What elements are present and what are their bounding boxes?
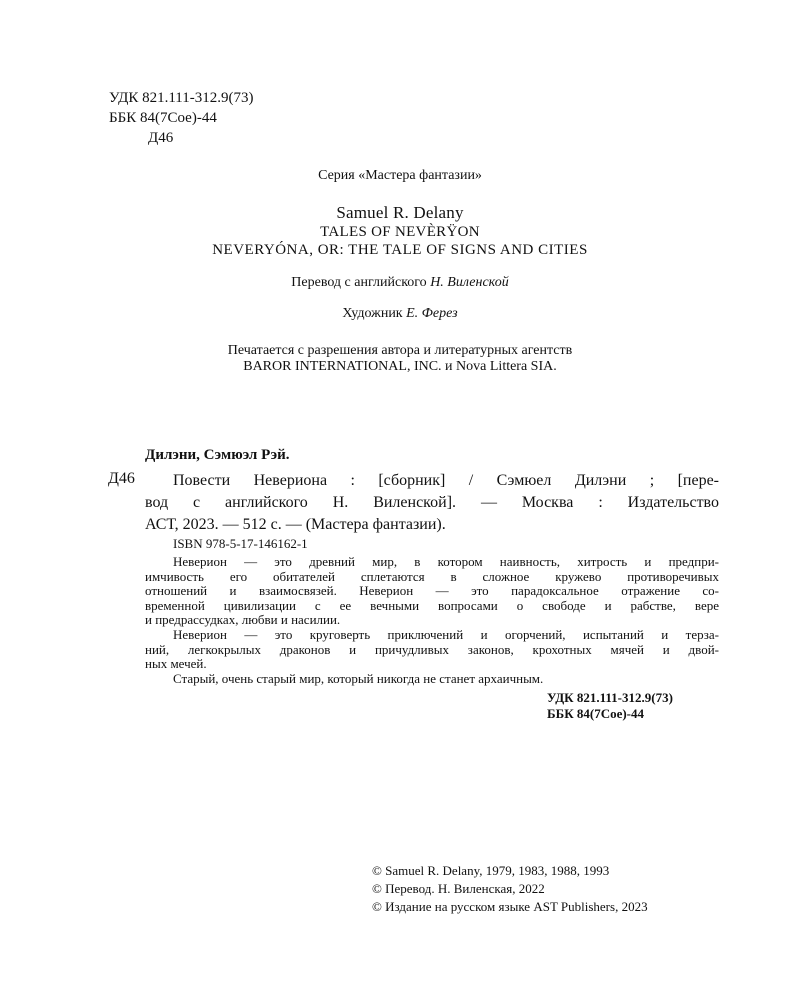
bbk-code: ББК 84(7Сое)-44 (109, 110, 217, 126)
bbk-code-bottom: ББК 84(7Сое)-44 (547, 706, 645, 721)
bibliographic-author: Дилэни, Сэмюэл Рэй. (145, 447, 290, 463)
annotation-line: и предрассудках, любви и насилии. (145, 612, 341, 628)
author-mark: Д46 (148, 130, 174, 146)
bibliographic-description (145, 470, 719, 536)
copyright-line: © Samuel R. Delany, 1979, 1983, 1988, 1993 (372, 863, 610, 878)
annotation-line: отношений и взаимосвязей. Неверион — это парадоксальное отражение со- (145, 583, 719, 599)
annotation-line: ний, легкокрылых драконов и причудливых законов, крохотных мячей и двой- (145, 641, 719, 657)
annotation-paragraph (145, 555, 719, 628)
annotation-line: Неверион — это круговерть приключений и огорчений, испытаний и терза- (173, 626, 719, 642)
bibliographic-line: Повести Невериона : [сборник] / Сэмюел Дилэни ; [пере- (173, 472, 719, 489)
translator-credit (0, 275, 800, 291)
translator-name: Н. Виленской (430, 275, 509, 290)
original-title-2: NEVERYÓNA, OR: THE TALE OF SIGNS AND CITIES (212, 242, 588, 258)
permission-line-1: Печатается с разрешения автора и литературных агентств (227, 343, 573, 358)
original-title-1: TALES OF NEVÈRŸON (320, 224, 480, 240)
isbn: ISBN 978-5-17-146162-1 (173, 536, 308, 551)
series-name: Серия «Мастера фантазии» (318, 168, 482, 183)
udk-code-bottom: УДК 821.111-312.9(73) (547, 690, 673, 705)
annotation (145, 555, 719, 686)
annotation-line: временной цивилизации с ее вечными вопросами о свободе и рабстве, вере (145, 597, 719, 613)
copyright-line: © Перевод. Н. Виленская, 2022 (372, 881, 545, 896)
bibliographic-code: Д46 (108, 470, 135, 487)
annotation-line: имчивость его обитателей сплетаются в сложное кружево противоречивых (145, 568, 719, 584)
annotation-line: Старый, очень старый мир, который никогда не станет архаичным. (173, 670, 544, 686)
translator-label: Перевод с английского (291, 275, 427, 290)
annotation-paragraph (145, 672, 719, 687)
artist-credit (0, 306, 800, 322)
permission-line-2: BAROR INTERNATIONAL, INC. и Nova Littera SIA. (243, 359, 557, 374)
bibliographic-line: АСТ, 2023. — 512 с. — (Мастера фантазии). (145, 516, 446, 533)
copyright-line: © Издание на русском языке AST Publishers, 2023 (372, 899, 648, 914)
bibliographic-line: вод с английского Н. Виленской]. — Москва : Издательство (145, 494, 719, 511)
udk-code: УДК 821.111-312.9(73) (109, 90, 254, 106)
original-author: Samuel R. Delany (336, 203, 464, 222)
annotation-line: Неверион — это древний мир, в котором наивность, хитрость и предпри- (173, 554, 719, 569)
artist-name: Е. Ферез (406, 306, 458, 321)
artist-label: Художник (342, 306, 403, 321)
annotation-paragraph (145, 628, 719, 672)
annotation-line: ных мечей. (145, 656, 207, 672)
